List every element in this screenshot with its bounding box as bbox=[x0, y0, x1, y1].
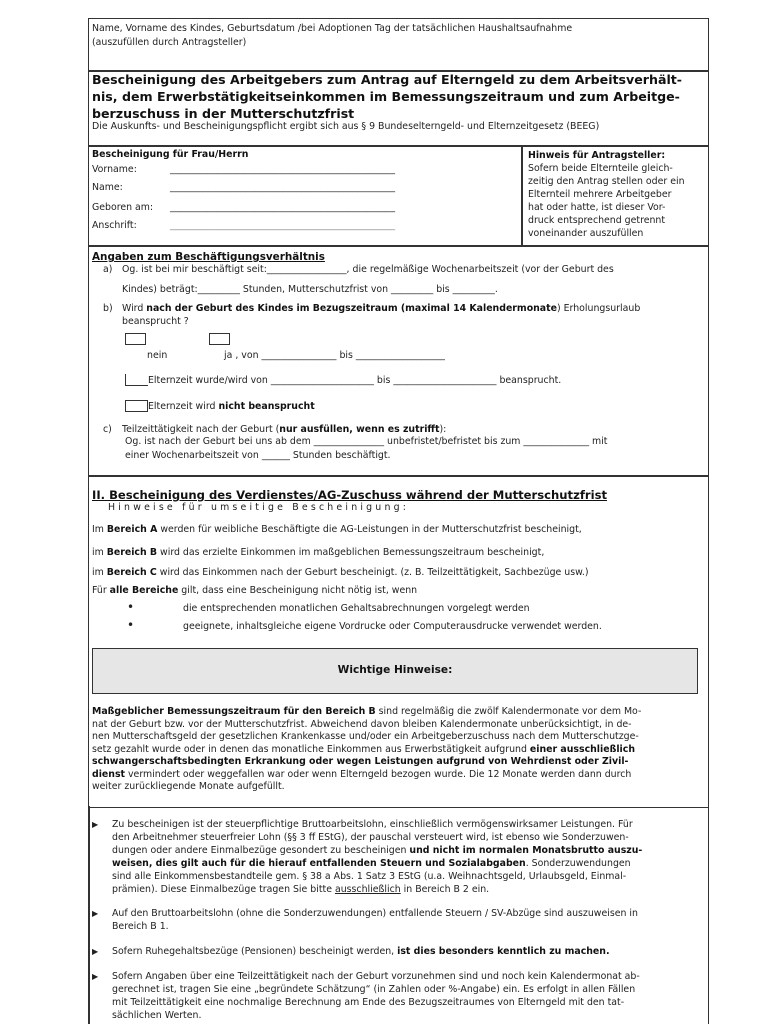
para-line bbox=[92, 769, 631, 781]
note-line: Sofern Angaben über eine Teilzeittätigkeit nach der Geburt vorzunehmen sind und noch kein Kalendermonat ab- bbox=[112, 971, 640, 982]
vorname-label: Vorname: bbox=[92, 164, 137, 175]
text: im bbox=[92, 547, 107, 558]
para-line: nen Mutterschaftsgeld der gesetzlichen Krankenkasse und/oder ein Arbeitgeberzuschuss nach dem Mutterschutzge- bbox=[92, 731, 639, 742]
hint-line: zeitig den Antrag stellen oder ein bbox=[528, 176, 685, 187]
bullet-icon: • bbox=[127, 600, 135, 614]
text: setz gezahlt wurde oder in denen das monatliche Einkommen aus Erwerbstätigkeit aufgrund bbox=[92, 743, 530, 755]
bereich-line bbox=[92, 524, 582, 536]
vacation-yes-label[interactable]: ja , von ________________ bis ___________________ bbox=[224, 350, 445, 361]
parental-leave-not-taken-label bbox=[148, 401, 315, 413]
c-suffix: ): bbox=[439, 424, 447, 435]
c-prefix: Teilzeittätigkeit nach der Geburt ( bbox=[122, 424, 280, 435]
bereich-line bbox=[92, 585, 417, 597]
text: Im bbox=[92, 524, 107, 535]
item-c-line1[interactable]: Og. ist nach der Geburt bei uns ab dem _______________ unbefristet/befristet bis zum ______________ mit bbox=[125, 436, 608, 447]
hint-line: Sofern beide Elternteile gleich- bbox=[528, 163, 673, 174]
bold-text: einer ausschließlich bbox=[529, 743, 635, 755]
arrow-bullet-icon: ▶ bbox=[92, 909, 99, 918]
note-line: Auf den Bruttoarbeitslohn (ohne die Sonderzuwendungen) entfallende Steuern / SV-Abzüge sind auszuweisen in bbox=[112, 908, 638, 919]
text: dungen oder andere Einmalbezüge gesondert zu bescheinigen bbox=[112, 845, 410, 856]
item-b-question bbox=[122, 303, 640, 315]
item-a-line2[interactable]: Kindes) beträgt:_________ Stunden, Mutterschutzfrist von _________ bis _________. bbox=[122, 284, 498, 295]
form-title-line2: nis, dem Erwerbstätigkeitseinkommen im Bemessungszeitraum und zum Arbeitge- bbox=[92, 89, 680, 104]
hint-title: Hinweis für Antragsteller: bbox=[528, 150, 666, 161]
note-line: Bereich B 1. bbox=[112, 921, 169, 932]
address-label: Anschrift: bbox=[92, 220, 137, 231]
para-line: weiter zurückliegende Monate aufgefüllt. bbox=[92, 781, 285, 792]
text: wird das erzielte Einkommen im maßgeblichen Bemessungszeitraum bescheinigt, bbox=[157, 547, 545, 558]
arrow-bullet-icon: ▶ bbox=[92, 820, 99, 829]
note-line bbox=[112, 858, 631, 870]
item-a-line1[interactable]: Og. ist bei mir beschäftigt seit:_________________, die regelmäßige Wochenarbeitszeit (vor der Geburt des bbox=[122, 264, 614, 275]
ez2-bold: nicht beansprucht bbox=[218, 401, 315, 412]
bold-text: weisen, dies gilt auch für die hierauf entfallenden Steuern und Sozialabgaben bbox=[112, 858, 526, 869]
bullet-icon: • bbox=[127, 618, 135, 632]
arrow-bullet-icon: ▶ bbox=[92, 972, 99, 981]
item-c-marker: c) bbox=[103, 424, 112, 435]
bold-text: Maßgeblicher Bemessungszeitraum für den Bereich B bbox=[92, 706, 376, 717]
bold-text: ist dies besonders kenntlich zu machen. bbox=[397, 946, 610, 957]
bereich-line bbox=[92, 547, 544, 559]
text: Für bbox=[92, 585, 110, 596]
item-b-bold: nach der Geburt des Kindes im Bezugszeitraum (maximal 14 Kalendermonate bbox=[146, 303, 557, 314]
form-title-line3: berzuschuss in der Mutterschutzfrist bbox=[92, 106, 355, 121]
para-line: schwangerschaftsbedingten Erkrankung oder wegen Leistungen aufgrund von Wehrdienst oder Zivil- bbox=[92, 756, 629, 767]
para-line bbox=[92, 744, 635, 756]
underlined-text: ausschließlich bbox=[334, 884, 401, 895]
arrow-bullet-icon: ▶ bbox=[92, 947, 99, 956]
important-notes-title: Wichtige Hinweise: bbox=[337, 664, 453, 676]
vacation-no-label: nein bbox=[147, 350, 168, 361]
person-heading: Bescheinigung für Frau/Herrn bbox=[92, 149, 249, 160]
vorname-field[interactable]: ________________________________________________ bbox=[170, 164, 395, 175]
birthdate-label: Geboren am: bbox=[92, 202, 154, 213]
text: im bbox=[92, 567, 107, 578]
vacation-no-checkbox[interactable] bbox=[125, 333, 146, 345]
vacation-yes-checkbox[interactable] bbox=[209, 333, 230, 345]
note-line: mit Teilzeittätigkeit eine nochmalige Berechnung am Ende des Bezugszeitraumes von Elterngeld mit den tat- bbox=[112, 997, 625, 1008]
address-field[interactable]: ________________________________________________ bbox=[170, 220, 395, 231]
c-bold: nur ausfüllen, wenn es zutrifft bbox=[279, 424, 440, 435]
child-info-note: (auszufüllen durch Antragsteller) bbox=[92, 37, 247, 48]
note-line: Zu bescheinigen ist der steuerpflichtige Bruttoarbeitslohn, einschließlich vermögenswirksamer Leistungen. Für bbox=[112, 819, 633, 830]
bold-text: Bereich C bbox=[106, 567, 157, 578]
bold-text: und nicht im normalen Monatsbrutto auszu- bbox=[409, 845, 643, 856]
parental-leave-not-taken-checkbox[interactable] bbox=[125, 400, 148, 412]
name-label: Name: bbox=[92, 182, 123, 193]
item-c-line2[interactable]: einer Wochenarbeitszeit von ______ Stunden beschäftigt. bbox=[125, 450, 391, 461]
notes-left-border bbox=[88, 806, 90, 1024]
item-b-line2: beansprucht ? bbox=[122, 316, 189, 327]
person-divider bbox=[521, 145, 523, 247]
bold-text: Bereich B bbox=[106, 547, 158, 558]
text: wird das Einkommen nach der Geburt bescheinigt. (z. B. Teilzeittätigkeit, Sachbezüge usw.) bbox=[156, 567, 589, 578]
text: Sofern Ruhegehaltsbezüge (Pensionen) bescheinigt werden, bbox=[112, 946, 398, 957]
bold-text: alle Bereiche bbox=[109, 585, 179, 596]
bullet-text: geeignete, inhaltsgleiche eigene Vordrucke oder Computerausdrucke verwendet werden. bbox=[183, 621, 602, 632]
bold-text: Bereich A bbox=[106, 524, 158, 535]
text: in Bereich B 2 ein. bbox=[400, 884, 490, 895]
text: prämien). Diese Einmalbezüge tragen Sie bitte bbox=[112, 884, 335, 895]
text: gilt, dass eine Bescheinigung nicht nötig ist, wenn bbox=[178, 585, 418, 596]
child-info-label: Name, Vorname des Kindes, Geburtsdatum /bei Adoptionen Tag der tatsächlichen Haushaltsaufnahme bbox=[92, 23, 573, 34]
form-title-line1: Bescheinigung des Arbeitgebers zum Antrag auf Elterngeld zu dem Arbeitsverhält- bbox=[92, 72, 683, 87]
parental-leave-taken-label[interactable]: Elternzeit wurde/wird von ______________________ bis ______________________ beansprucht. bbox=[148, 375, 562, 386]
bold-text: dienst bbox=[92, 768, 126, 780]
text: werden für weibliche Beschäftigte die AG-Leistungen in der Mutterschutzfrist bescheinigt, bbox=[157, 524, 582, 535]
note-line bbox=[112, 946, 610, 958]
text: vermindert oder weggefallen war oder wenn Elterngeld bezogen wurde. Die 12 Monate werden dann durch bbox=[125, 768, 632, 780]
section2-heading: II. Bescheinigung des Verdienstes/AG-Zuschuss während der Mutterschutzfrist bbox=[92, 488, 608, 502]
parental-leave-taken-checkbox[interactable] bbox=[125, 374, 148, 386]
ez2-prefix: Elternzeit wird bbox=[148, 401, 219, 412]
bullet-text: die entsprechenden monatlichen Gehaltsabrechnungen vorgelegt werden bbox=[183, 603, 530, 614]
birthdate-field[interactable]: ________________________________________________ bbox=[170, 202, 395, 213]
bereich-line bbox=[92, 567, 589, 579]
note-line: sind alle Einkommensbestandteile gem. § 38 a Abs. 1 Satz 3 EStG (u.a. Weihnachtsgeld, Urlaubsgeld, Einmal- bbox=[112, 871, 627, 882]
form-subtitle: Die Auskunfts- und Bescheinigungspflicht ergibt sich aus § 9 Bundeselterngeld- und Elternzeitgesetz (BEEG) bbox=[92, 121, 600, 132]
para-line bbox=[92, 706, 641, 718]
text: . Sonderzuwendungen bbox=[525, 858, 631, 869]
item-b-prefix: Wird bbox=[122, 303, 147, 314]
hint-line: hat oder hatte, ist dieser Vor- bbox=[528, 202, 666, 213]
notes-right-border bbox=[708, 806, 710, 1024]
item-b-marker: b) bbox=[103, 303, 113, 314]
item-c-heading bbox=[122, 424, 446, 436]
para-line: nat der Geburt bzw. vor der Mutterschutzfrist. Abweichend davon bleiben Kalendermonate unberücksichtigt, in de- bbox=[92, 718, 632, 730]
item-b-suffix: ) Erholungsurlaub bbox=[556, 303, 641, 314]
note-line bbox=[112, 845, 642, 857]
hint-line: voneinander auszufüllen bbox=[528, 228, 644, 239]
section2-subheading: Hinweise für umseitige Bescheinigung: bbox=[108, 502, 410, 513]
item-a-marker: a) bbox=[103, 264, 113, 275]
text: sind regelmäßig die zwölf Kalendermonate vor dem Mo- bbox=[375, 706, 642, 717]
note-line: den Arbeitnehmer steuerfreier Lohn (§§ 3 ff EStG), der pauschal versteuert wird, ist ebenso wie Sonderzuwen- bbox=[112, 832, 629, 843]
note-line: sächlichen Werten. bbox=[112, 1010, 202, 1021]
note-line: gerechnet ist, tragen Sie eine „begründete Schätzung“ (in Zahlen oder %-Angabe) ein. Es erfolgt in allen Fällen bbox=[112, 984, 636, 995]
hint-line: Elternteil mehrere Arbeitgeber bbox=[528, 189, 672, 200]
name-field[interactable]: ________________________________________________ bbox=[170, 182, 395, 193]
hint-line: druck entsprechend getrennt bbox=[528, 215, 666, 226]
note-line bbox=[112, 884, 489, 896]
employment-heading: Angaben zum Beschäftigungsverhältnis bbox=[92, 251, 325, 263]
